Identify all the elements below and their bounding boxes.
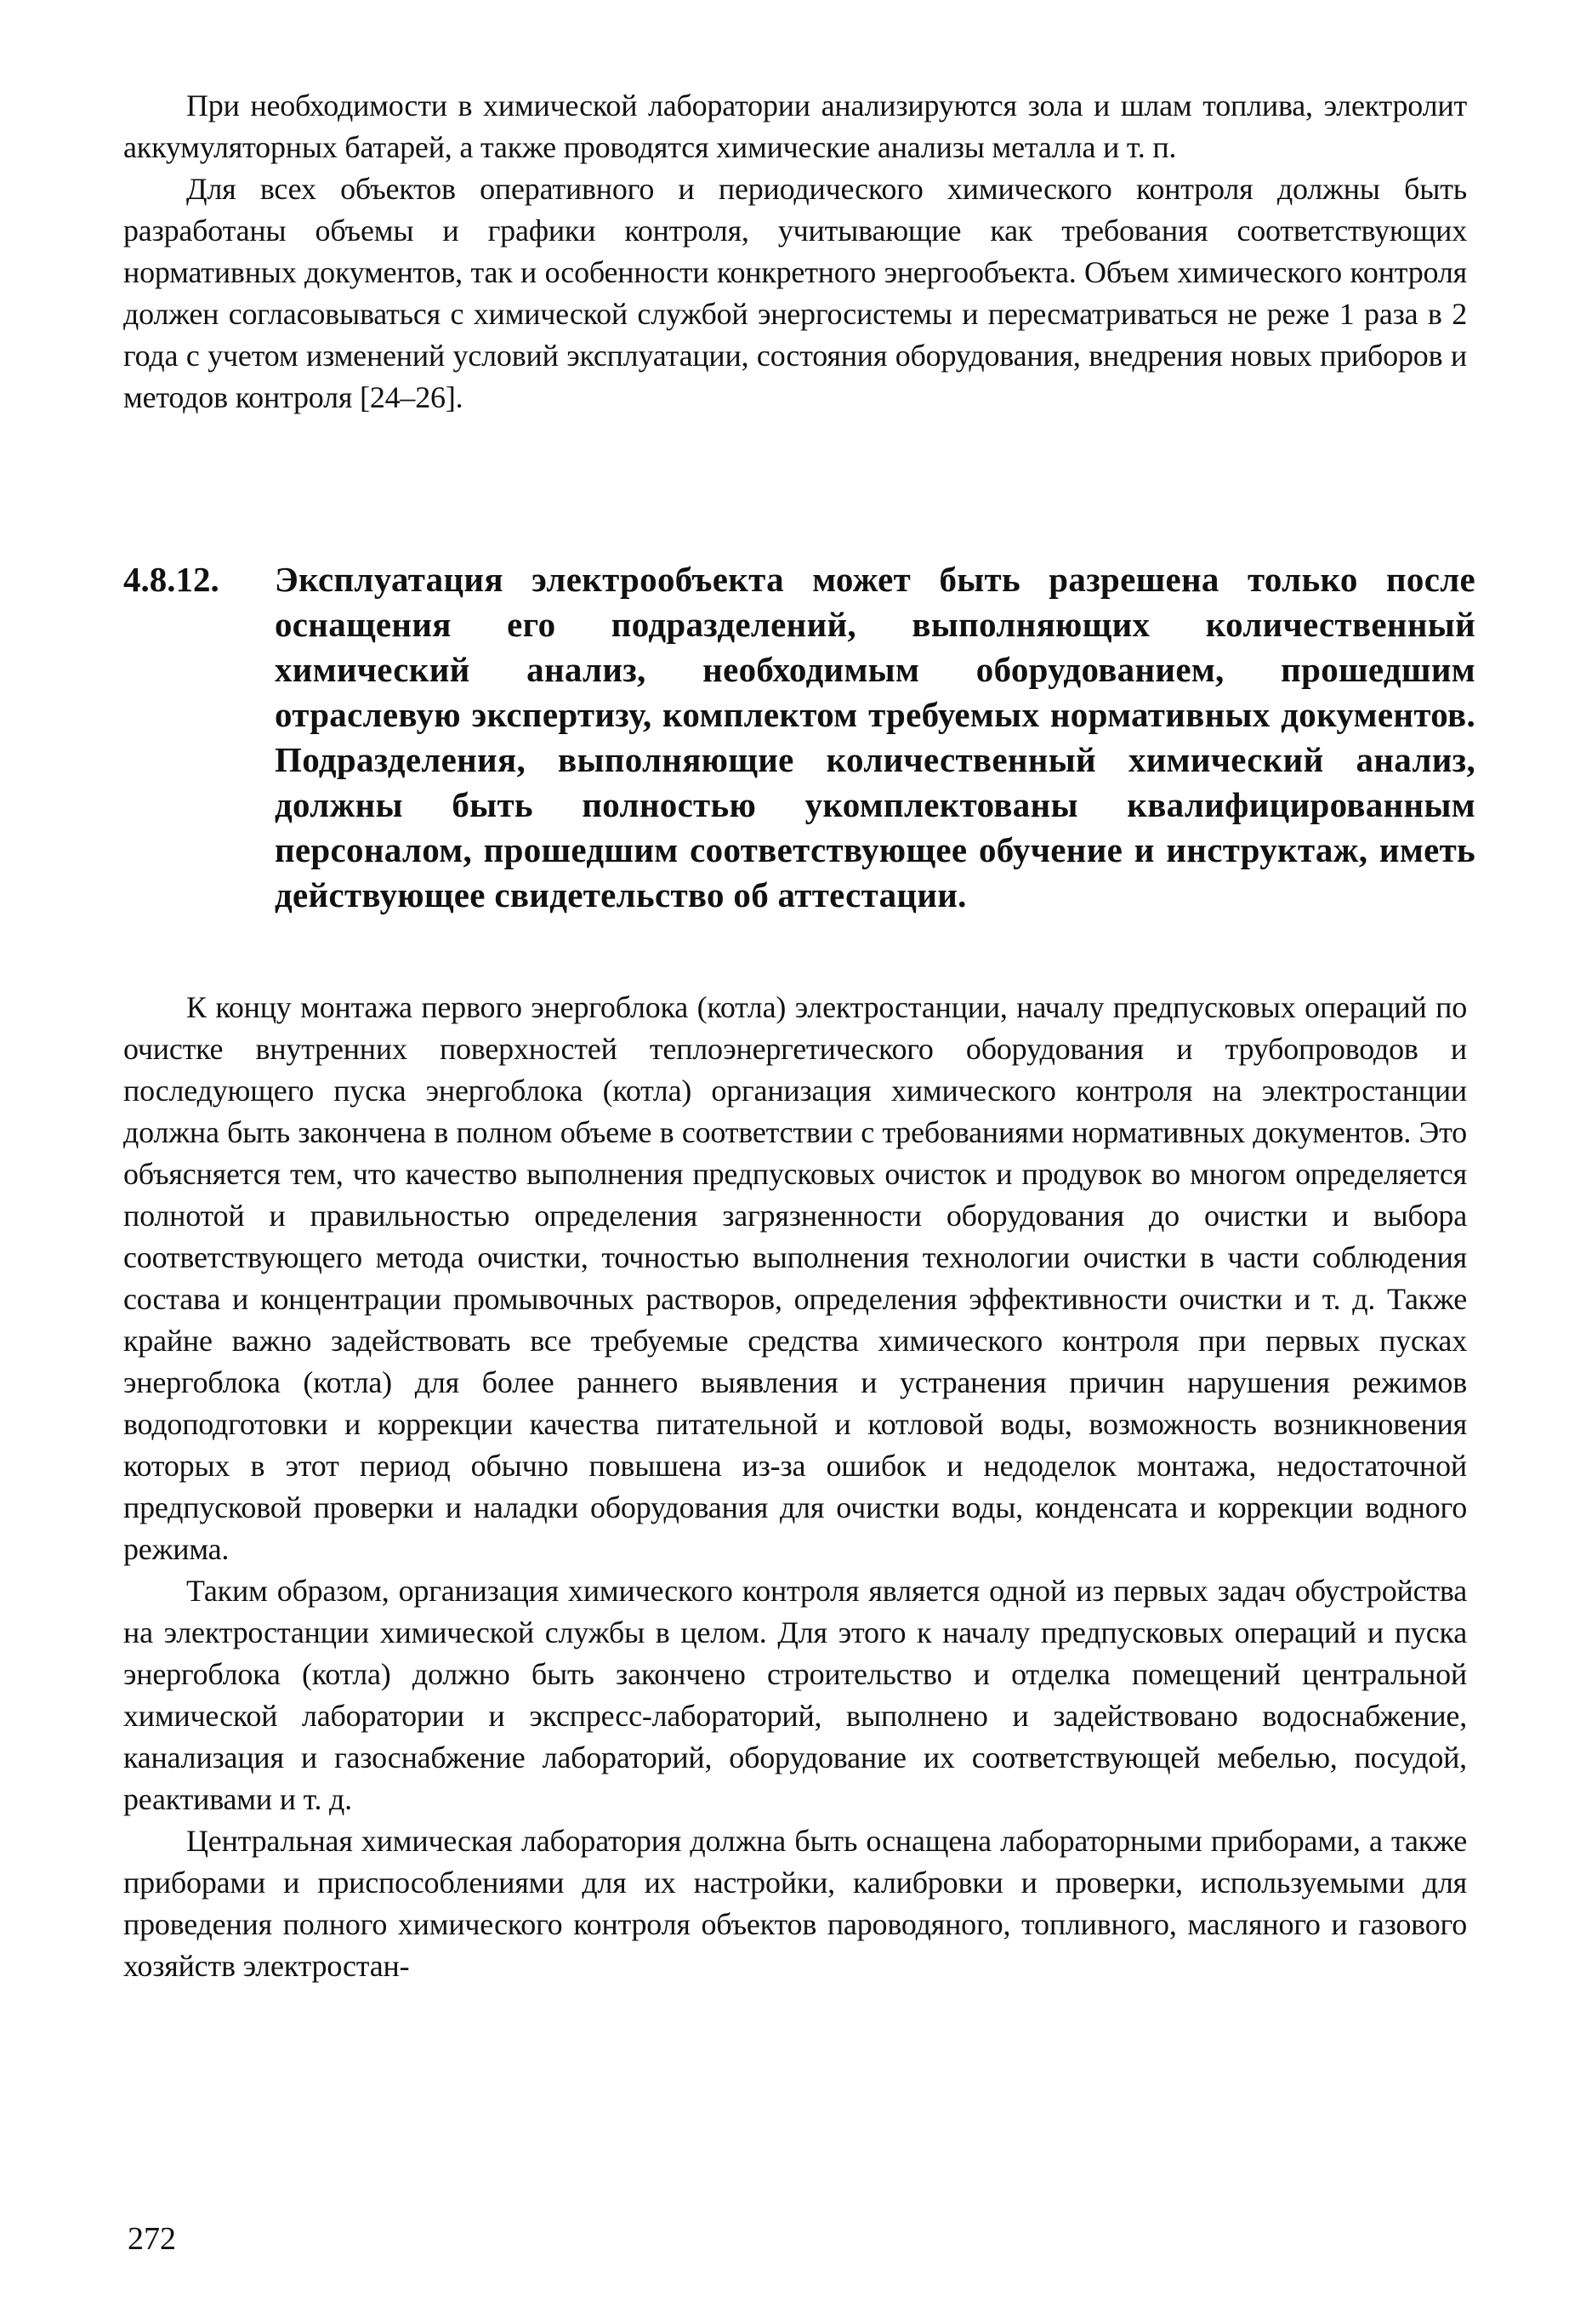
paragraph-central-lab: Центральная химическая лаборатория должна быть оснащена лабораторными приборами, а также приборами и приспособлениями для их настройки, калибровки и проверки, используемыми для проведения полного химического контроля объектов пароводяного, топливного, масляного и газового хозяйств электростан- (123, 1824, 1467, 1983)
clause-number: 4.8.12. (123, 560, 219, 599)
paragraph-control-schedule: Для всех объектов оперативного и периодического химического контроля должны быть разработаны объемы и графики контроля, учитывающие как требования соответствующих нормативных документов, так и особенности конкретного энергообъекта. Объем химического контроля должен согласовываться с химической службой энергосистемы и пересматриваться не реже 1 раза в 2 года с учетом изменений условий эксплуатации, состояния оборудования, внедрения новых приборов и методов контроля [24–26]. (123, 172, 1467, 414)
paragraph-installation-end: К концу монтажа первого энергоблока (котла) электростанции, началу предпусковых операций по очистке внутренних поверхностей теплоэнергетического оборудования и трубопроводов и последующего пуска энергоблока (котла) организация химического контроля на электростанции должна быть закончена в полном объеме в соответствии с требованиями нормативных документов. Это объясняется тем, что качество выполнения предпусковых очисток и продувок во многом определяется полнотой и правильностью определения загрязненности оборудования до очистки и выбора соответствующего метода очистки, точностью выполнения технологии очистки в части соблюдения состава и концентрации промывочных растворов, определения эффективности очистки и т. д. Также крайне важно задействовать все требуемые средства химического контроля при первых пусках энергоблока (котла) для более раннего выявления и устранения причин нарушения режимов водоподготовки и коррекции качества питательной и котловой воды, возможность возникновения которых в этот период обычно повышена из-за ошибок и недоделок монтажа, недостаточной предпусковой проверки и наладки оборудования для очистки воды, конденсата и коррекции водного режима. (123, 990, 1467, 1566)
main-text (123, 987, 1467, 1987)
intro-text (123, 85, 1467, 419)
clause-text: Эксплуатация электрообъекта может быть разрешена только после оснащения его подразделений, выполняющих количественный химический анализ, необходимым оборудованием, прошедшим отраслевую экспертизу, комплектом требуемых нормативных документов. Подразделения, выполняющие количественный химический анализ, должны быть полностью укомплектованы квалифицированным персоналом, прошедшим соответствующее обучение и инструктаж, иметь действующее свидетельство об аттестации. (275, 560, 1475, 914)
paragraph-ash-analysis: При необходимости в химической лаборатории анализируются зола и шлам топлива, электролит аккумуляторных батарей, а также проводятся химические анализы металла и т. п. (123, 88, 1467, 164)
paragraph-organization: Таким образом, организация химического контроля является одной из первых задач обустройства на электростанции химической службы в целом. Для этого к началу предпусковых операций и пуска энергоблока (котла) должно быть закончено строительство и отделка помещений центральной химической лаборатории и экспресс-лабораторий, выполнено и задействовано водоснабжение, канализация и газоснабжение лабораторий, оборудование их соответствующей мебелью, посудой, реактивами и т. д. (123, 1574, 1467, 1816)
page-number: 272 (128, 2221, 176, 2257)
clause-4-8-12 (123, 557, 1475, 918)
